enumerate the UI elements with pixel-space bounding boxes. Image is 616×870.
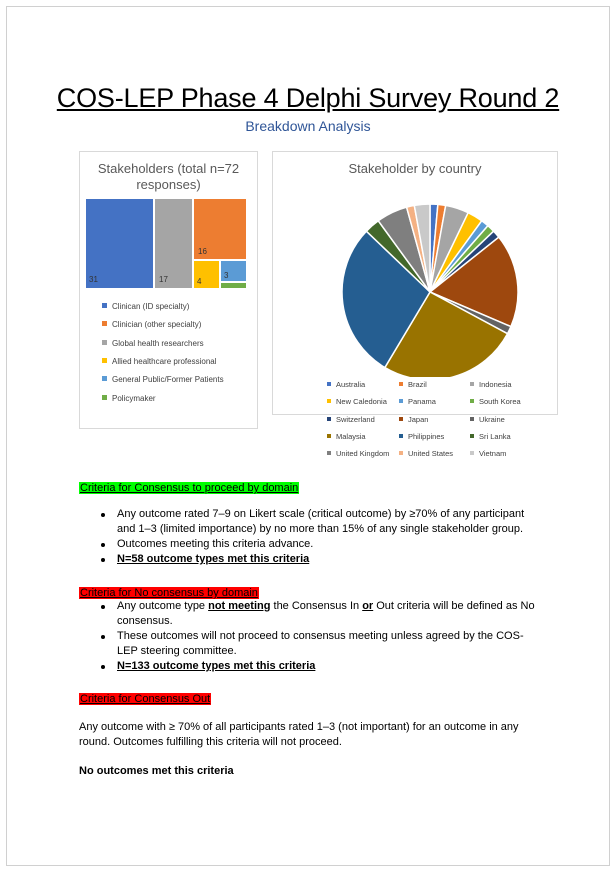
legend-label: Clinican (ID specialty)	[112, 302, 190, 311]
legend-swatch	[470, 434, 474, 438]
legend-label: Policymaker	[112, 393, 156, 403]
consensus-in-heading: Criteria for Consensus to proceed by domain	[80, 482, 299, 494]
legend-entry	[102, 302, 189, 311]
legend-swatch	[102, 321, 107, 326]
legend-label: Sri Lanka	[479, 431, 511, 441]
legend-swatch	[399, 399, 403, 403]
legend-swatch	[327, 451, 331, 455]
country-pie	[273, 177, 557, 377]
legend-entry	[327, 397, 387, 406]
legend-entry	[102, 357, 217, 366]
legend-swatch	[399, 451, 403, 455]
legend-entry	[399, 397, 436, 406]
legend-label: Switzerland	[336, 414, 375, 424]
legend-swatch	[102, 358, 107, 363]
treemap-data-label: 16	[198, 247, 207, 256]
document-subtitle: Breakdown Analysis	[245, 118, 371, 134]
legend-label: Malaysia	[336, 431, 366, 441]
list-item: N=58 outcome types met this criteria	[98, 552, 538, 567]
legend-entry	[470, 415, 505, 424]
legend-swatch	[399, 382, 403, 386]
legend-label: General Public/Former Patients	[112, 375, 224, 385]
list-item: Any outcome type not meeting the Consensus In or Out criteria will be defined as No consensus.	[98, 599, 538, 629]
legend-label: Brazil	[408, 380, 427, 389]
legend-entry	[470, 380, 512, 389]
legend-entry	[102, 320, 201, 329]
legend-entry	[399, 415, 428, 424]
list-item: Any outcome rated 7–9 on Likert scale (critical outcome) by ≥70% of any participant and 1–3 (limited importance) by no more than 15% of any single stakeholder group.	[98, 507, 538, 537]
legend-label: United States	[408, 449, 454, 459]
list-item: These outcomes will not proceed to consensus meeting unless agreed by the COS-LEP steering committee.	[98, 629, 538, 659]
legend-entry	[102, 339, 204, 348]
consensus-out-result: No outcomes met this criteria	[79, 765, 234, 777]
legend-swatch	[470, 417, 474, 421]
document-title: COS-LEP Phase 4 Delphi Survey Round 2	[56, 83, 560, 113]
legend-entry	[327, 380, 365, 389]
legend-swatch	[327, 434, 331, 438]
treemap-rect	[221, 283, 246, 288]
country-chart	[272, 151, 558, 459]
legend-entry	[399, 449, 453, 458]
legend-swatch	[327, 382, 331, 386]
legend-swatch	[470, 451, 474, 455]
no-consensus-list	[98, 599, 538, 674]
treemap-data-label: 3	[224, 271, 229, 280]
treemap-data-label: 4	[197, 277, 202, 286]
stakeholders-chart	[79, 151, 258, 429]
country-chart-title: Stakeholder by country	[348, 161, 482, 176]
list-item: Outcomes meeting this criteria advance.	[98, 537, 538, 552]
legend-label: Australia	[336, 380, 366, 389]
legend-swatch	[102, 303, 107, 308]
legend-swatch	[470, 399, 474, 403]
consensus-in-list	[98, 507, 538, 567]
legend-label: Global health researchers	[112, 338, 204, 348]
legend-entry	[470, 397, 521, 406]
legend-entry	[399, 432, 444, 441]
legend-swatch	[102, 340, 107, 345]
treemap-data-label: 17	[159, 275, 168, 284]
legend-label: New Caledonia	[336, 397, 387, 407]
legend-label: Clinician (other specialty)	[112, 320, 202, 330]
consensus-out-heading: Criteria for Consensus Out	[80, 693, 211, 705]
legend-swatch	[327, 417, 331, 421]
legend-swatch	[102, 376, 107, 381]
legend-entry	[102, 394, 156, 403]
legend-label: Ukraine	[479, 414, 505, 424]
legend-label: Panama	[408, 397, 436, 407]
legend-label: Allied healthcare professional	[112, 356, 217, 366]
legend-swatch	[399, 434, 403, 438]
legend-label: Indonesia	[479, 380, 512, 389]
legend-entry	[399, 380, 427, 389]
legend-swatch	[399, 417, 403, 421]
legend-swatch	[327, 399, 331, 403]
legend-entry	[327, 432, 366, 441]
legend-entry	[470, 449, 506, 458]
legend-entry	[327, 415, 375, 424]
legend-entry	[102, 375, 224, 384]
list-item: N=133 outcome types met this criteria	[98, 659, 538, 674]
legend-label: Japan	[408, 414, 429, 424]
legend-label: Philippines	[408, 431, 445, 441]
legend-label: United Kingdom	[336, 449, 390, 459]
legend-label: Vietnam	[479, 449, 507, 459]
no-consensus-heading: Criteria for No consensus by domain	[80, 587, 258, 599]
legend-entry	[470, 432, 511, 441]
legend-swatch	[102, 395, 107, 400]
consensus-out-paragraph: Any outcome with ≥ 70% of all participants rated 1–3 (not important) for an outcome in any round. Outcomes fulfilling this criteria will not proceed.	[79, 721, 519, 748]
legend-swatch	[470, 382, 474, 386]
legend-label: South Korea	[479, 397, 521, 407]
treemap-data-label: 31	[89, 275, 98, 284]
stakeholders-chart-title: Stakeholders (total n=72 responses)	[97, 161, 240, 192]
legend-entry	[327, 449, 389, 458]
